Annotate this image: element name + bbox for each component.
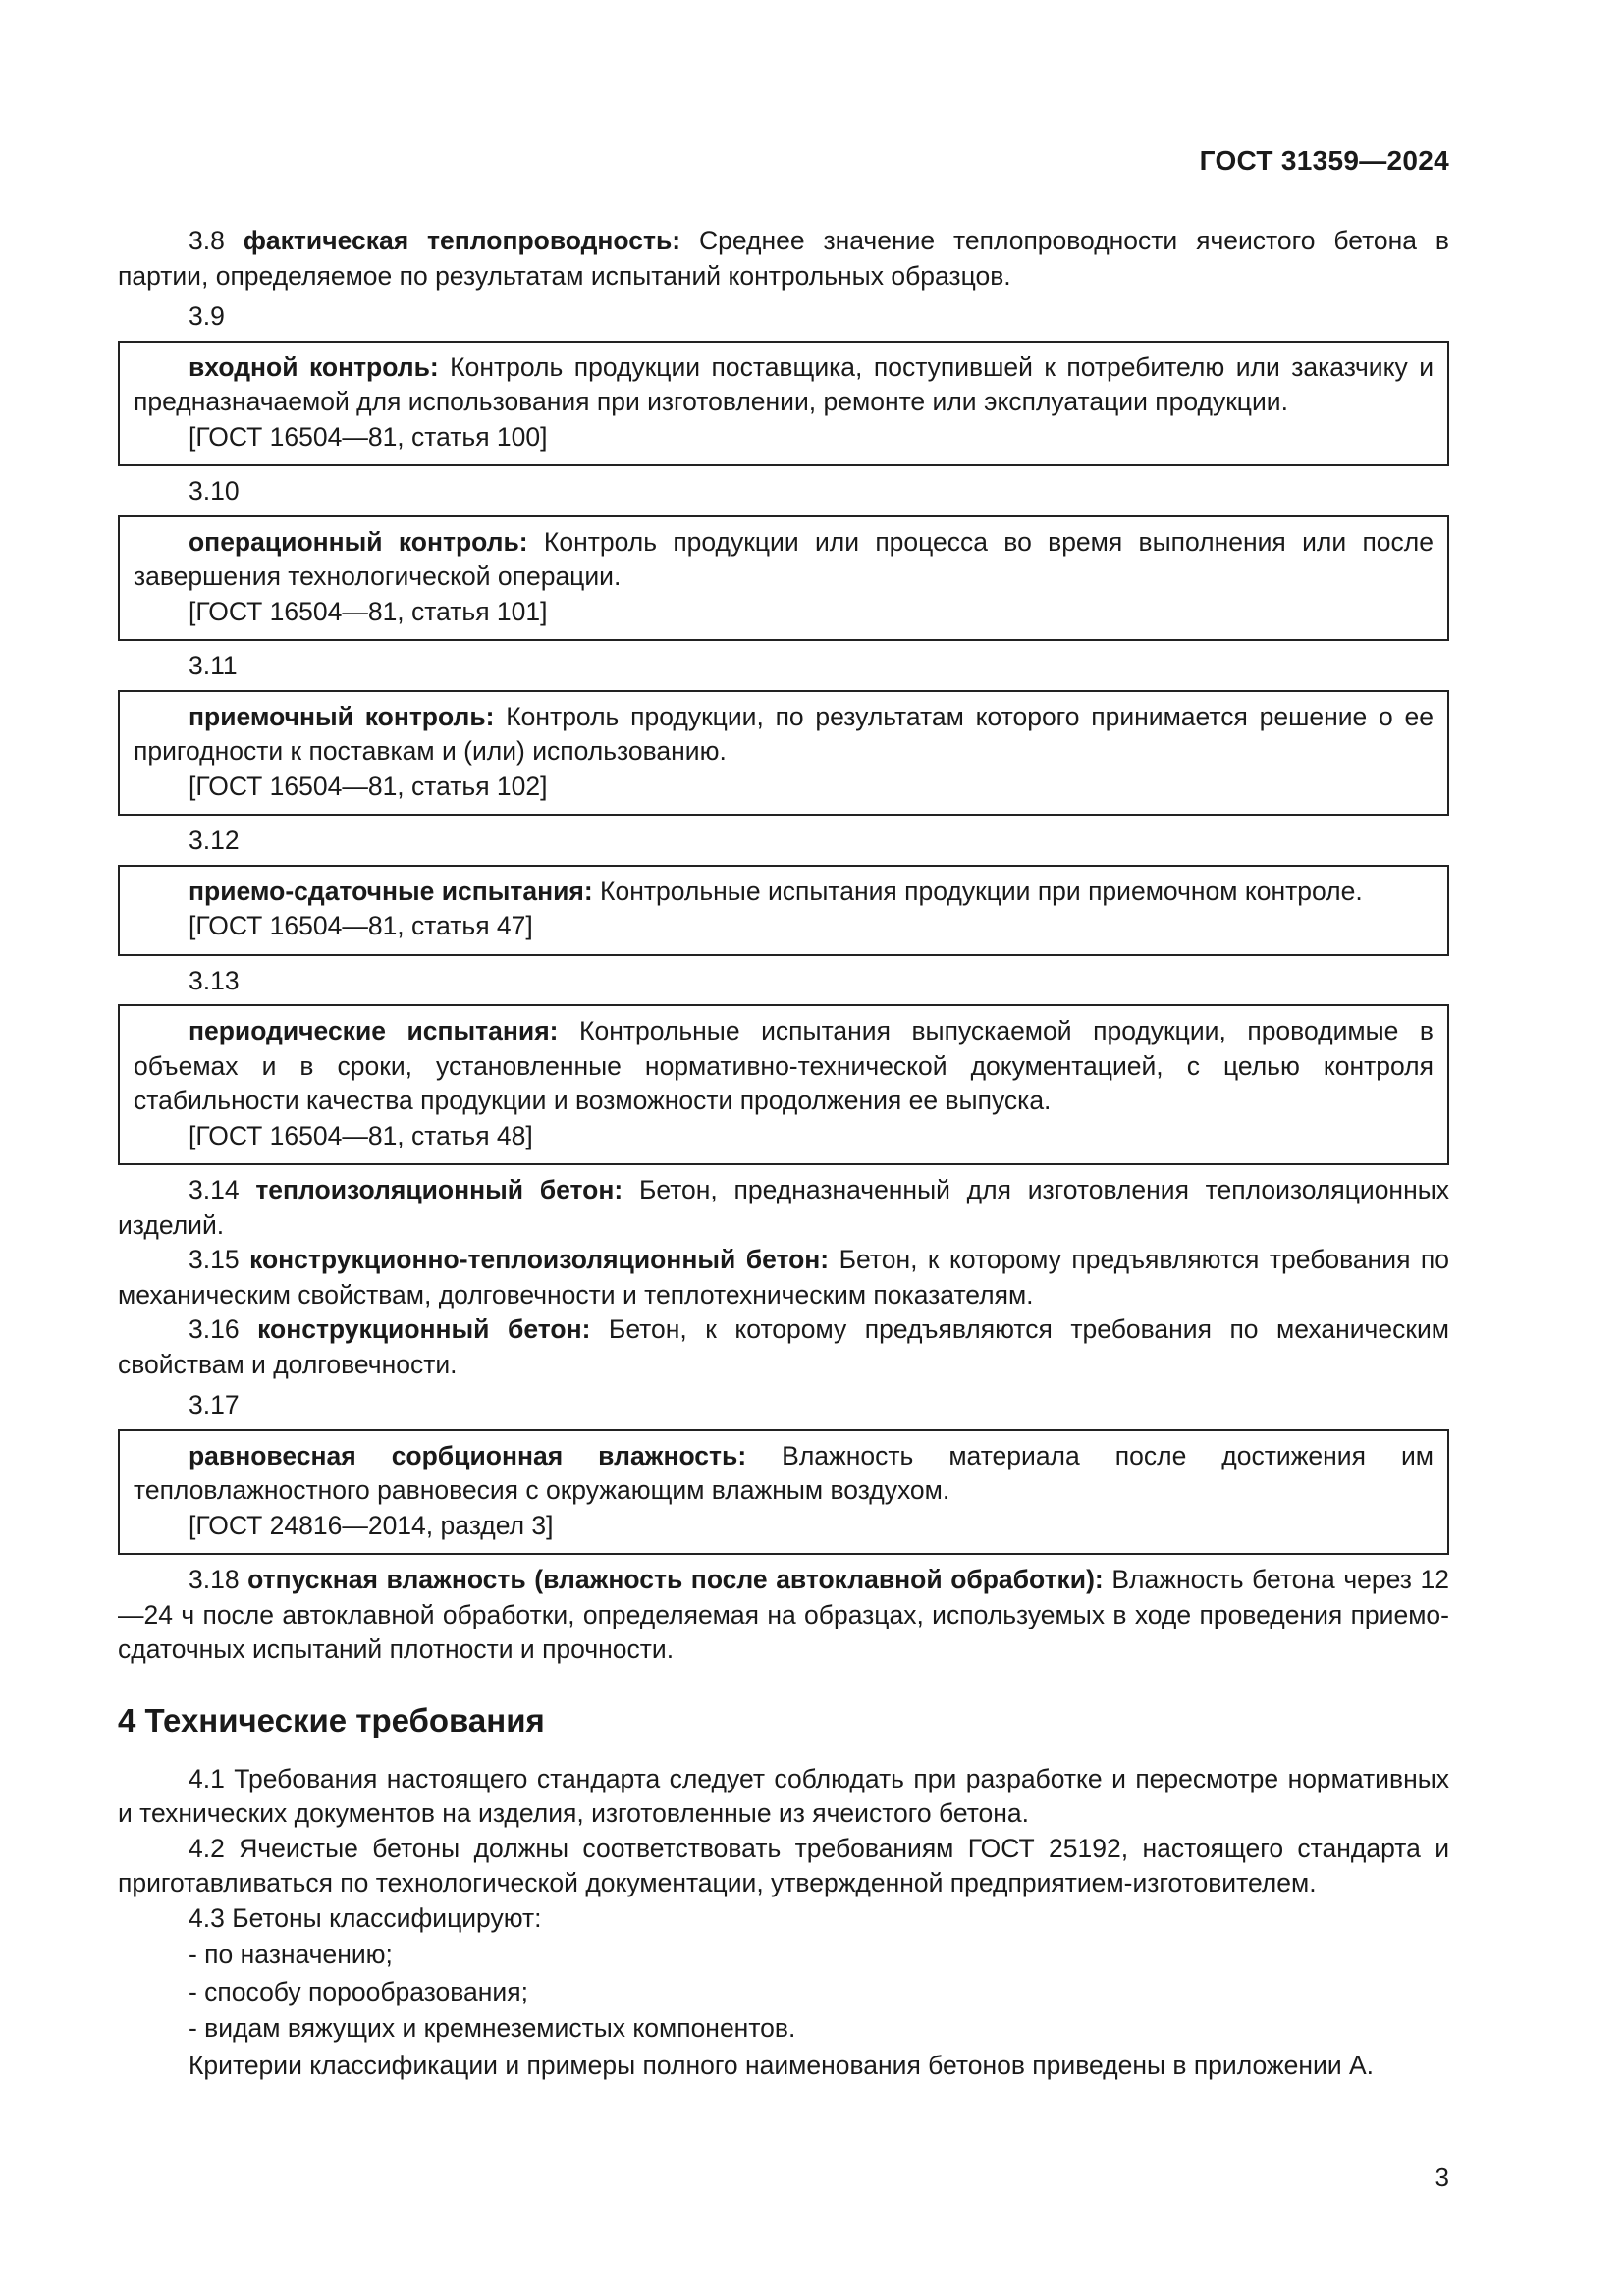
item-3-12 (134, 875, 1434, 910)
item-definition: Бетон, предназначенный для изготовления теплоизоляционных изделий. (118, 1175, 1449, 1240)
item-term: приемочный контроль: (189, 701, 495, 731)
item-term: конструкционно-теплоизоляционный бетон: (249, 1245, 830, 1274)
definition-box (118, 1429, 1449, 1556)
item-definition: Среднее значение теплопроводности ячеистого бетона в партии, определяемое по результатам испытаний контрольных образцов. (118, 226, 1449, 291)
definition-box (118, 865, 1449, 956)
item-3-16 (118, 1312, 1449, 1382)
item-definition: Контроль продукции или процесса во время выполнения или после завершения технологической операции. (134, 526, 1434, 591)
item-3-8 (118, 224, 1449, 294)
item-number: 3.9 (189, 301, 225, 331)
item-number: 3.14 (189, 1175, 240, 1204)
item-number: 3.10 (189, 476, 240, 506)
source-reference: [ГОСТ 16504—81, статья 101] (189, 596, 548, 626)
item-term: операционный контроль: (189, 526, 528, 557)
paragraph-4-2: 4.2 Ячеистые бетоны должны соответствовать требованиям ГОСТ 25192, настоящего стандарта и приготавливаться по технологической документации, утвержденной предприятием-изготовителем. (118, 1833, 1449, 1897)
item-definition: Контрольные испытания выпускаемой продукции, проводимые в объемах и в сроки, установленные нормативно-технической документацией, с целью контроля стабильности качества продукции и возможности продолжения ее выпуска. (134, 1016, 1434, 1115)
item-term: входной контроль: (189, 351, 439, 382)
item-definition: Контроль продукции поставщика, поступившей к потребителю или заказчику и предназначаемой для использования при изготовлении, ремонте или эксплуатации продукции. (134, 351, 1434, 416)
definition-box (118, 341, 1449, 467)
paragraph-4-3: 4.3 Бетоны классифицируют: (189, 1902, 542, 1933)
item-3-18 (118, 1563, 1449, 1668)
list-item: - способу порообразования; (189, 1976, 528, 2006)
item-definition: Контроль продукции, по результатам которого принимается решение о ее пригодности к поставкам и (или) использованию. (134, 701, 1434, 766)
list-item: - видам вяжущих и кремнеземистых компонентов. (189, 2013, 796, 2043)
item-definition: Влажность материала после достижения им тепловлажностного равновесия с окружающим влажным воздухом. (134, 1440, 1434, 1505)
item-term: приемо-сдаточные испытания: (189, 876, 593, 906)
item-3-10 (134, 525, 1434, 595)
definition-box (118, 690, 1449, 817)
item-number: 3.16 (189, 1314, 240, 1344)
classification-criteria-note: Критерии классификации и примеры полного наименования бетонов приведены в приложении А. (189, 2050, 1375, 2080)
item-term: равновесная сорбционная влажность: (189, 1440, 747, 1470)
document-header: ГОСТ 31359—2024 (1199, 145, 1449, 176)
item-term: фактическая теплопроводность: (243, 226, 681, 255)
document-body (118, 224, 1449, 2083)
item-term: периодические испытания: (189, 1016, 559, 1045)
item-number: 3.12 (189, 826, 240, 855)
item-3-15 (118, 1243, 1449, 1312)
source-reference: [ГОСТ 16504—81, статья 47] (189, 911, 533, 940)
source-reference: [ГОСТ 16504—81, статья 48] (189, 1120, 533, 1150)
item-number: 3.8 (189, 226, 225, 255)
item-term: теплоизоляционный бетон: (255, 1175, 623, 1204)
item-definition: Контрольные испытания продукции при приемочном контроле. (592, 876, 1363, 906)
item-definition: Бетон, к которому предъявляются требования по механическим свойствам и долговечности. (118, 1314, 1449, 1379)
definition-box (118, 1004, 1449, 1165)
source-reference: [ГОСТ 24816—2014, раздел 3] (189, 1510, 554, 1540)
item-number: 3.13 (189, 965, 240, 995)
item-3-11 (134, 700, 1434, 770)
item-3-14 (118, 1173, 1449, 1243)
definition-box (118, 515, 1449, 642)
item-number: 3.18 (189, 1565, 240, 1594)
item-3-9 (134, 350, 1434, 420)
item-3-17 (134, 1439, 1434, 1509)
source-reference: [ГОСТ 16504—81, статья 102] (189, 771, 548, 801)
item-number: 3.11 (189, 651, 238, 680)
item-number: 3.15 (189, 1245, 240, 1274)
item-definition: Бетон, к которому предъявляются требования по механическим свойствам, долговечности и теплотехническим показателям. (118, 1245, 1449, 1309)
item-definition: Влажность бетона через 12—24 ч после автоклавной обработки, определяемая на образцах, используемых в ходе проведения приемо-сдаточных испытаний плотности и прочности. (118, 1565, 1449, 1664)
item-number: 3.17 (189, 1390, 240, 1419)
section-heading: 4 Технические требования (118, 1701, 545, 1738)
list-item: - по назначению; (189, 1940, 393, 1969)
item-term: отпускная влажность (влажность после автоклавной обработки): (247, 1565, 1104, 1594)
source-reference: [ГОСТ 16504—81, статья 100] (189, 421, 548, 452)
item-term: конструкционный бетон: (257, 1314, 591, 1344)
item-3-13 (134, 1014, 1434, 1119)
paragraph-4-1: 4.1 Требования настоящего стандарта следует соблюдать при разработке и пересмотре нормативных и технических документов на изделия, изготовленные из ячеистого бетона. (118, 1763, 1449, 1828)
page-number: 3 (1435, 2163, 1449, 2192)
